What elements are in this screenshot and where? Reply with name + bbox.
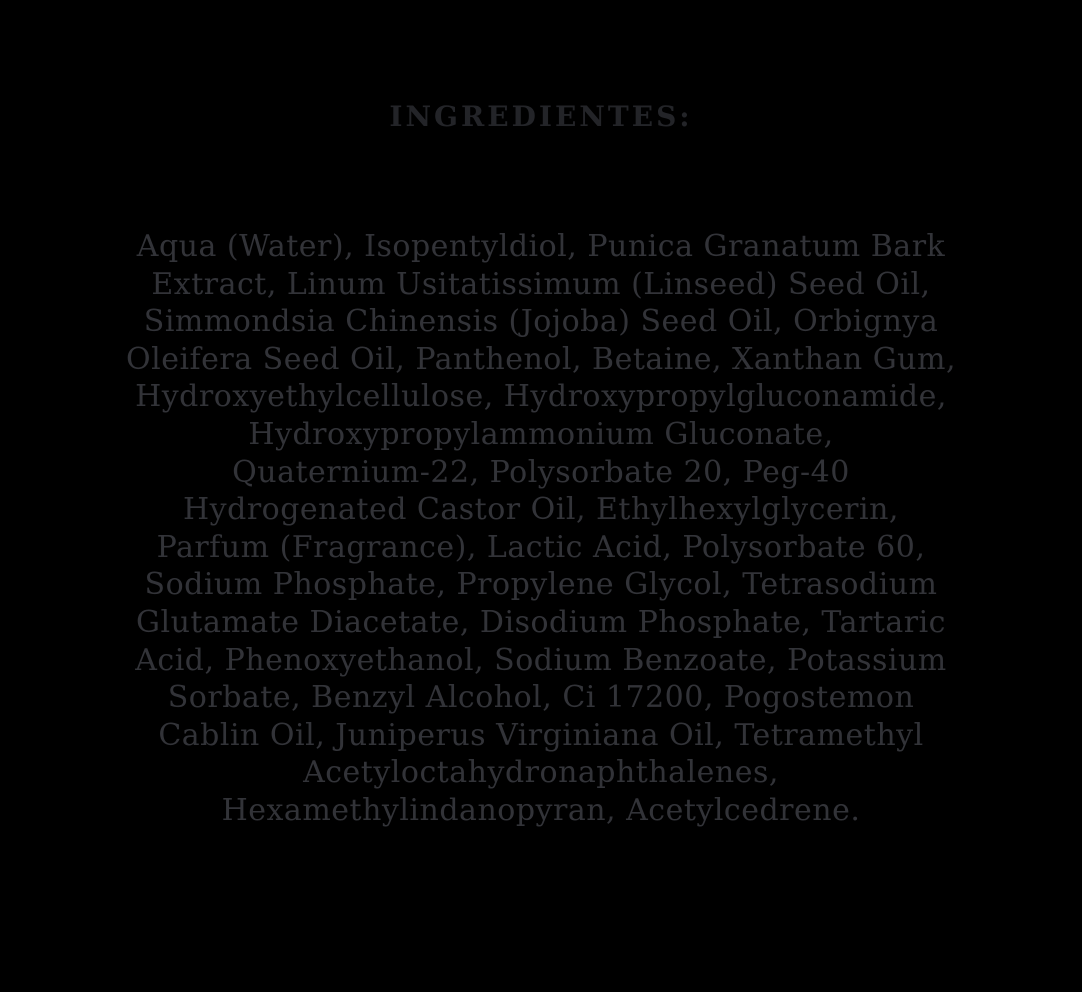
ingredients-line: Hydroxyethylcellulose, Hydroxypropylgluconamide, [135, 379, 947, 415]
ingredients-line: Sodium Phosphate, Propylene Glycol, Tetrasodium [144, 567, 938, 603]
ingredients-line: Quaternium-22, Polysorbate 20, Peg-40 [232, 454, 850, 490]
ingredients-line: Acetyloctahydronaphthalenes, [303, 755, 779, 791]
ingredients-paragraph [71, 228, 1011, 830]
ingredients-line: Simmondsia Chinensis (Jojoba) Seed Oil, Orbignya [143, 304, 939, 340]
ingredients-line: Aqua (Water), Isopentyldiol, Punica Granatum Bark [136, 229, 946, 264]
ingredients-line: Extract, Linum Usitatissimum (Linseed) Seed Oil, [151, 266, 931, 302]
ingredients-line: Acid, Phenoxyethanol, Sodium Benzoate, Potassium [135, 642, 947, 678]
ingredients-line: Hydrogenated Castor Oil, Ethylhexylglycerin, [183, 492, 899, 528]
ingredients-line: Sorbate, Benzyl Alcohol, Ci 17200, Pogostemon [167, 680, 915, 716]
ingredients-line: Oleifera Seed Oil, Panthenol, Betaine, Xanthan Gum, [126, 341, 956, 377]
ingredients-line: Hexamethylindanopyran, Acetylcedrene. [221, 792, 861, 828]
ingredients-line: Parfum (Fragrance), Lactic Acid, Polysorbate 60, [156, 529, 926, 565]
ingredients-line: Glutamate Diacetate, Disodium Phosphate, Tartaric [136, 604, 946, 640]
ingredients-title: INGREDIENTES: [389, 100, 693, 133]
ingredients-line: Cablin Oil, Juniperus Virginiana Oil, Tetramethyl [158, 717, 924, 753]
ingredients-line: Hydroxypropylammonium Gluconate, [248, 416, 834, 452]
